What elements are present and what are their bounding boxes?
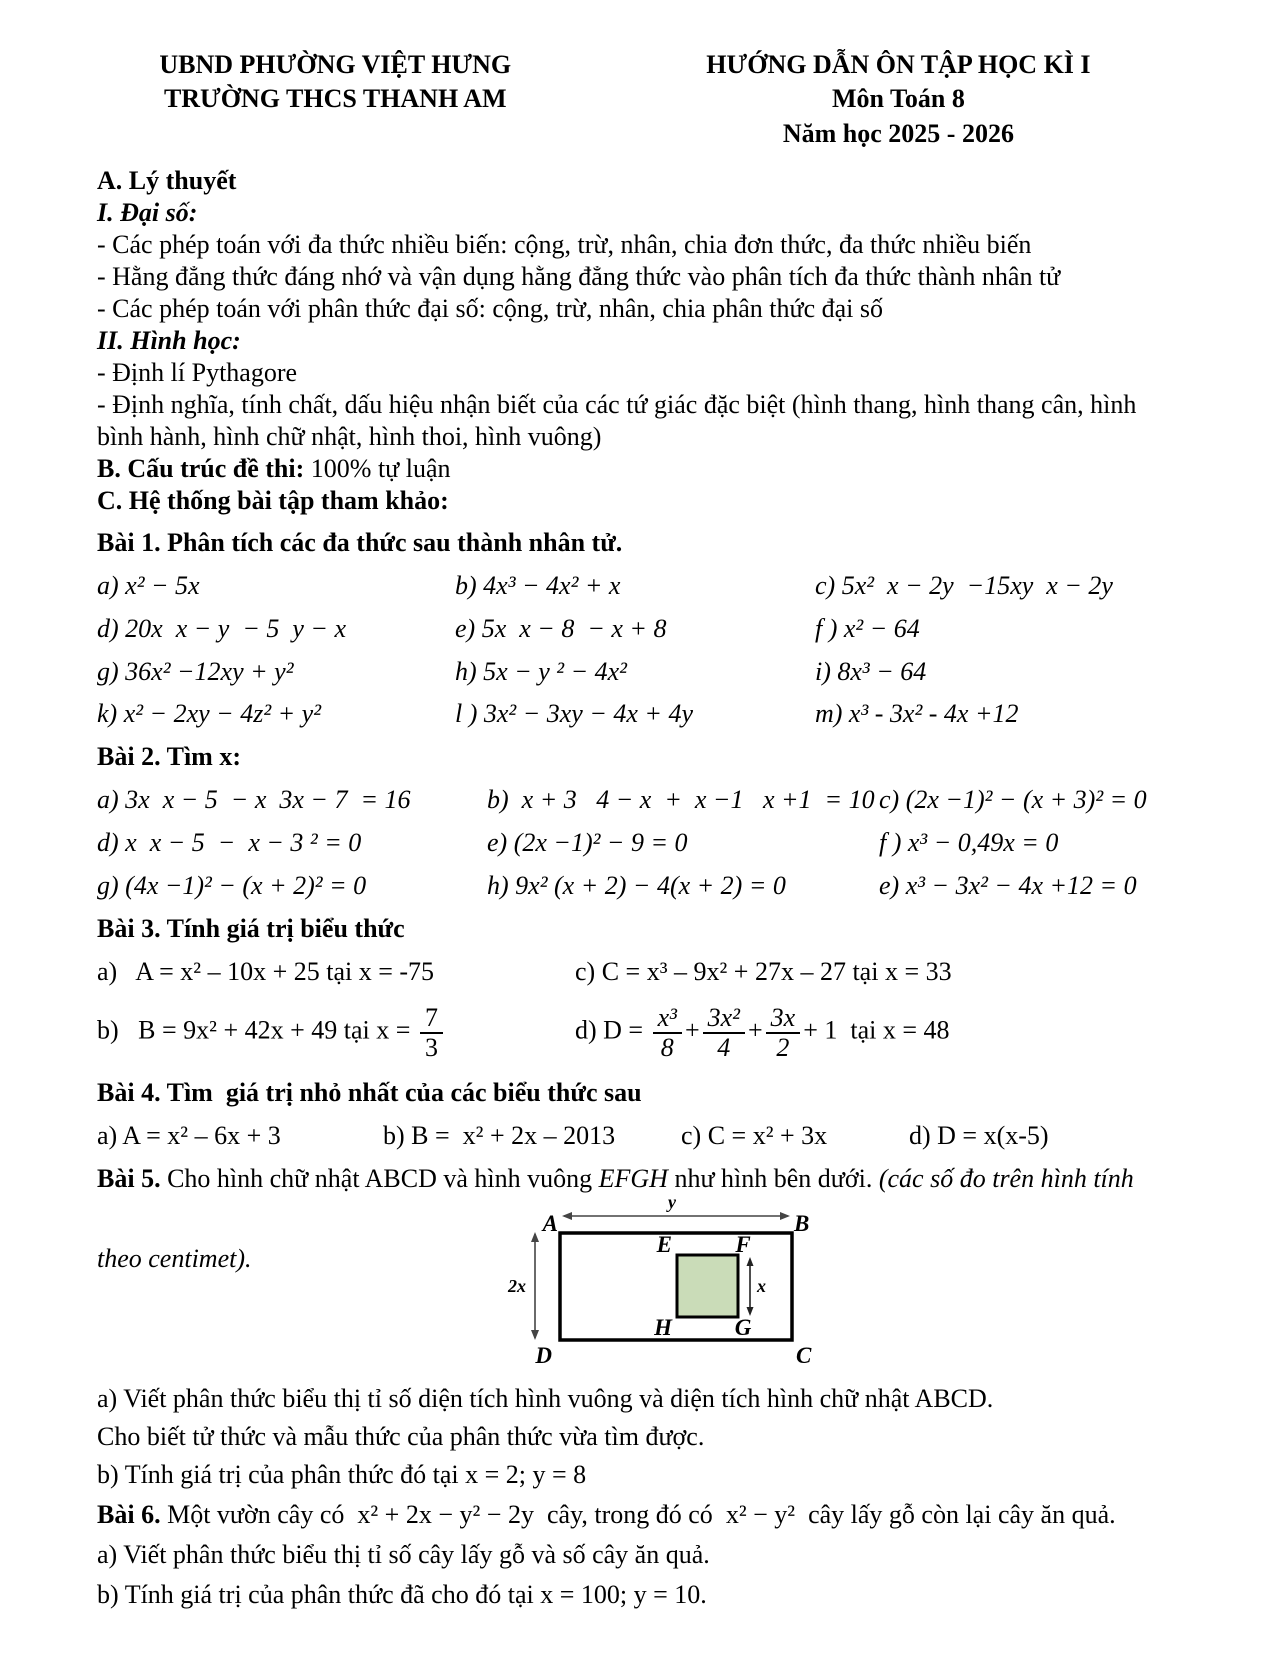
bai1-item-m: m) x³ - 3x² - 4x +12 xyxy=(815,699,1019,729)
bai5-questions xyxy=(97,1383,1180,1491)
bai1-row-3 xyxy=(97,656,1180,688)
bai3-item-d-prefix: d) D = xyxy=(575,1015,650,1045)
figure-width-label: y xyxy=(668,1194,676,1212)
bai6-item-b: b) Tính giá trị của phân thức đã cho đó tại x = 100; y = 10. xyxy=(97,1579,707,1609)
doc-subject xyxy=(617,82,1180,116)
algebra-item-3: - Các phép toán với phân thức đại số: cộng, trừ, nhân, chia phân thức đại số xyxy=(97,293,883,323)
bai5-intro-text2: như hình bên dưới. xyxy=(667,1163,879,1193)
corner-label-D: D xyxy=(535,1342,552,1368)
algebra-title: I. Đại số: xyxy=(97,197,198,227)
bai1-item-a: a) x² − 5x xyxy=(97,570,200,600)
bai6-intro-text2: cây, trong đó có xyxy=(533,1499,726,1529)
fraction-numerator: 3x² xyxy=(703,1004,745,1033)
fraction-7-3 xyxy=(420,1004,443,1061)
corner-label-B: B xyxy=(794,1210,810,1236)
bai1-item-l: l ) 3x² − 3xy − 4x + 4y xyxy=(455,699,694,729)
width-arrow-right-head xyxy=(780,1212,790,1220)
bai4-item-a: a) A = x² – 6x + 3 xyxy=(97,1120,281,1150)
bai2-item-e2: e) x³ − 3x² − 4x +12 = 0 xyxy=(879,871,1137,901)
bai5-intro xyxy=(97,1163,1180,1195)
square-efgh xyxy=(677,1255,738,1317)
fraction-denominator: 4 xyxy=(717,1032,731,1062)
bai5-item-a2: Cho biết tử thức và mẫu thức của phân thức vừa tìm được. xyxy=(97,1421,705,1451)
bai1-item-b: b) 4x³ − 4x² + x xyxy=(455,570,621,600)
bai2-item-h: h) 9x² (x + 2) − 4(x + 2) = 0 xyxy=(487,871,786,901)
height-arrow-top-head xyxy=(531,1232,539,1242)
bai6-intro-text1: Một vườn cây có xyxy=(160,1499,358,1529)
school-name: TRƯỜNG THCS THANH AM xyxy=(163,84,507,114)
fraction-3x2-4 xyxy=(703,1004,745,1061)
corner-label-F: F xyxy=(735,1231,751,1257)
corner-label-H: H xyxy=(654,1314,672,1340)
corner-label-G: G xyxy=(734,1314,752,1340)
bai1-item-d: d) 20x x − y − 5 y − x xyxy=(97,613,346,643)
bai5-figure-row xyxy=(97,1195,1180,1377)
bai3-item-b-prefix: b) B = 9x² + 42x + 49 tại x = xyxy=(97,1015,417,1045)
bai6-label: Bài 6. xyxy=(97,1499,161,1529)
bai6-intro-text3: cây lấy gỗ còn lại cây ăn quả. xyxy=(795,1499,1116,1529)
fraction-numerator: 3x xyxy=(766,1004,801,1033)
bai2-item-f: f ) x³ − 0,49x = 0 xyxy=(879,828,1059,858)
corner-label-E: E xyxy=(656,1231,672,1257)
section-b-line xyxy=(97,453,1180,485)
algebra-item-1: - Các phép toán với đa thức nhiều biến: cộng, trừ, nhân, chia đơn thức, đa thức nhiều biến xyxy=(97,229,1032,259)
bai1-item-i: i) 8x³ − 64 xyxy=(815,656,927,686)
bai3-item-d xyxy=(575,1004,1180,1061)
section-b-title: B. Cấu trúc đề thi: xyxy=(97,453,305,483)
rectangle-figure xyxy=(500,1195,830,1377)
bai4-section xyxy=(97,1077,1180,1152)
bai2-section xyxy=(97,741,1180,902)
header-left xyxy=(97,48,574,151)
bai2-item-b: b) x + 3 4 − x + x −1 x +1 = 10 xyxy=(487,785,875,815)
bai6-item-a: a) Viết phân thức biểu thị tỉ số cây lấy gỗ và số cây ăn quả. xyxy=(97,1539,710,1569)
figure-height-label: 2x xyxy=(508,1275,526,1296)
bai3-title: Bài 3. Tính giá trị biểu thức xyxy=(97,914,405,944)
plus-sign: + xyxy=(747,1015,763,1045)
bai3-row-1 xyxy=(97,956,1180,988)
bai4-title: Bài 4. Tìm giá trị nhỏ nhất của các biểu thức sau xyxy=(97,1077,642,1107)
bai5-intro-text1: Cho hình chữ nhật ABCD và hình vuông xyxy=(160,1163,599,1193)
doc-subject-text: Môn Toán 8 xyxy=(831,84,965,114)
bai1-item-e: e) 5x x − 8 − x + 8 xyxy=(455,613,667,643)
corner-label-A: A xyxy=(542,1210,558,1236)
bai5-note-line2: theo centimet). xyxy=(97,1243,252,1273)
fraction-3x-2 xyxy=(766,1004,801,1061)
header-right xyxy=(617,48,1180,151)
bai3-item-a: a) A = x² – 10x + 25 tại x = -75 xyxy=(97,957,435,987)
bai1-row-1 xyxy=(97,570,1180,602)
doc-title: HƯỚNG DẪN ÔN TẬP HỌC KÌ I xyxy=(706,50,1091,79)
figure-svg xyxy=(500,1195,830,1377)
plus-sign: + xyxy=(684,1015,700,1045)
fraction-denominator: 3 xyxy=(424,1032,438,1062)
bai3-item-b xyxy=(97,1004,575,1061)
section-b-text: 100% tự luận xyxy=(304,453,451,483)
bai2-item-a: a) 3x x − 5 − x 3x − 7 = 16 xyxy=(97,785,411,815)
bai5-efgh: EFGH xyxy=(598,1163,668,1193)
bai5-label: Bài 5. xyxy=(97,1163,161,1193)
bai2-row-3 xyxy=(97,870,1180,902)
geometry-item-1: - Định lí Pythagore xyxy=(97,357,298,387)
bai2-item-e: e) (2x −1)² − 9 = 0 xyxy=(487,828,688,858)
bai1-item-h: h) 5x − y ² − 4x² xyxy=(455,656,627,686)
section-c-title: C. Hệ thống bài tập tham khảo: xyxy=(97,485,449,515)
width-arrow-left-head xyxy=(562,1212,572,1220)
bai1-row-2 xyxy=(97,613,1180,645)
fraction-numerator: x³ xyxy=(653,1004,682,1033)
bai1-title: Bài 1. Phân tích các đa thức sau thành nhân tử. xyxy=(97,527,623,557)
fraction-denominator: 8 xyxy=(660,1032,674,1062)
bai2-item-d: d) x x − 5 − x − 3 ² = 0 xyxy=(97,828,362,858)
doc-year: Năm học 2025 - 2026 xyxy=(782,118,1014,148)
bai3-item-d-tai: tại x = 48 xyxy=(837,1015,950,1045)
bai5-note-line1: (các số đo trên hình tính xyxy=(878,1163,1134,1193)
bai6-math-1: x² + 2x − y² − 2y xyxy=(357,1499,534,1529)
height-arrow-bottom-head xyxy=(531,1330,539,1340)
bai6-math-2: x² − y² xyxy=(725,1499,796,1529)
geometry-title: II. Hình học: xyxy=(97,325,241,355)
bai5-section xyxy=(97,1163,1180,1491)
algebra-item-2: - Hằng đẳng thức đáng nhớ và vận dụng hằng đẳng thức vào phân tích đa thức thành nhân tử xyxy=(97,261,1061,291)
bai4-item-c: c) C = x² + 3x xyxy=(681,1120,828,1150)
bai2-title: Bài 2. Tìm x: xyxy=(97,742,241,772)
bai1-item-k: k) x² − 2xy − 4z² + y² xyxy=(97,699,321,729)
bai6-section xyxy=(97,1499,1180,1611)
bai3-row-2 xyxy=(97,1004,1180,1061)
bai6-intro xyxy=(97,1499,1180,1531)
fraction-denominator: 2 xyxy=(776,1032,790,1062)
corner-label-C: C xyxy=(796,1342,812,1368)
bai4-row xyxy=(97,1120,1180,1152)
section-a-title: A. Lý thuyết xyxy=(97,165,237,195)
bai2-row-2 xyxy=(97,827,1180,859)
fraction-numerator: 7 xyxy=(420,1004,443,1033)
fraction-x3-8 xyxy=(653,1004,682,1061)
bai4-item-b: b) B = x² + 2x – 2013 xyxy=(383,1120,616,1150)
bai3-item-c: c) C = x³ – 9x² + 27x – 27 tại x = 33 xyxy=(575,957,952,987)
bai5-item-a: a) Viết phân thức biểu thị tỉ số diện tích hình vuông và diện tích hình chữ nhật ABCD. xyxy=(97,1383,994,1413)
bai2-item-c: c) (2x −1)² − (x + 3)² = 0 xyxy=(879,785,1147,815)
figure-side-label: x xyxy=(757,1275,766,1296)
bai5-item-b: b) Tính giá trị của phân thức đó tại x = 2; y = 8 xyxy=(97,1459,587,1489)
bai2-item-g: g) (4x −1)² − (x + 2)² = 0 xyxy=(97,871,367,901)
theory-section xyxy=(97,165,1180,517)
bai1-row-4 xyxy=(97,698,1180,730)
geometry-item-2: - Định nghĩa, tính chất, dấu hiệu nhận biết của các tứ giác đặc biệt (hình thang, hình thang cân, hình bình hành, hình chữ nhật, hình thoi, hình vuông) xyxy=(97,389,1143,451)
bai1-item-f: f ) x² − 64 xyxy=(815,613,920,643)
document-header xyxy=(97,48,1180,151)
bai1-item-c: c) 5x² x − 2y −15xy x − 2y xyxy=(815,570,1113,600)
org-name: UBND PHƯỜNG VIỆT HƯNG xyxy=(159,50,512,79)
bai2-row-1 xyxy=(97,784,1180,816)
bai1-section xyxy=(97,527,1180,731)
bai1-item-g: g) 36x² −12xy + y² xyxy=(97,656,294,686)
bai3-item-d-suffix: + 1 xyxy=(803,1015,838,1045)
bai3-section xyxy=(97,913,1180,1061)
bai4-item-d: d) D = x(x-5) xyxy=(909,1120,1049,1150)
